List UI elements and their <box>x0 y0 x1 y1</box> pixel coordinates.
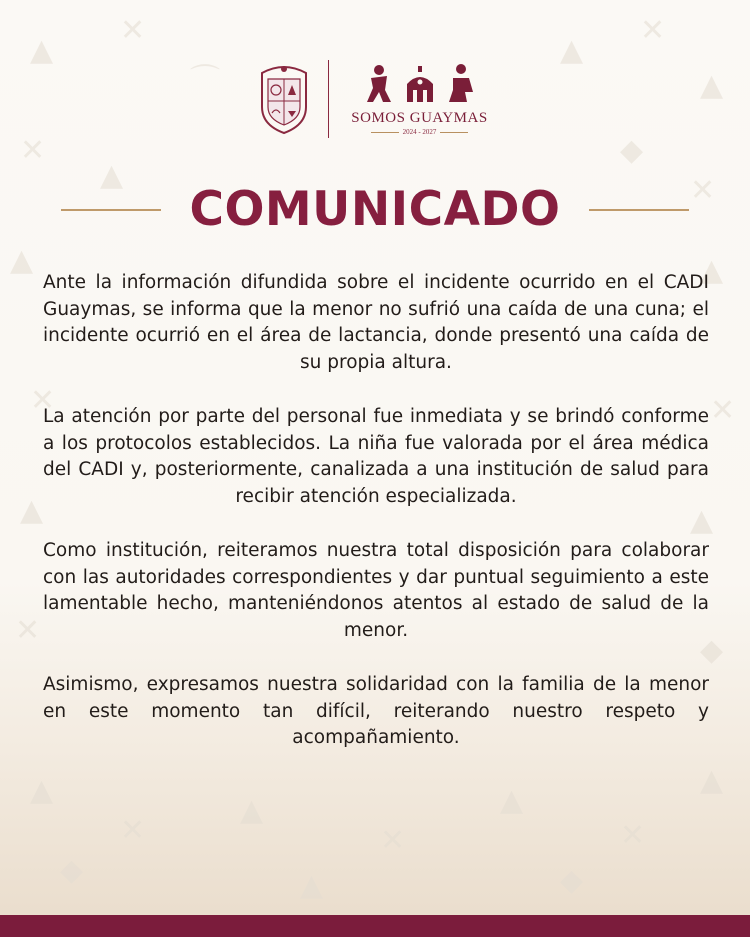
svg-text:▲: ▲ <box>300 868 324 903</box>
svg-text:✕: ✕ <box>620 818 646 853</box>
title-rule-left <box>61 209 161 211</box>
svg-text:✕: ✕ <box>120 813 146 848</box>
statement-body <box>43 270 709 780</box>
svg-text:✕: ✕ <box>30 383 56 418</box>
paragraph-2: La atención por parte del personal fue inmediata y se brindó conforme a los protocolos establecidos. La niña fue valorada por el área médica del CADI y, posteriormente, canalizada a una institución de salud para recibir atención especializada. <box>43 406 709 507</box>
brand-years: 2024 - 2027 <box>402 128 437 136</box>
svg-text:✕: ✕ <box>380 823 406 858</box>
brand-years-row <box>371 128 469 136</box>
svg-text:▲: ▲ <box>560 33 584 68</box>
title-row <box>0 180 750 240</box>
svg-text:⌒: ⌒ <box>190 63 220 98</box>
svg-text:▲: ▲ <box>10 243 34 278</box>
svg-text:▲: ▲ <box>700 763 724 798</box>
page-title: COMUNICADO <box>189 182 561 237</box>
title-rule-right <box>589 209 689 211</box>
svg-text:✕: ✕ <box>15 613 41 648</box>
svg-text:✕: ✕ <box>690 173 716 208</box>
svg-text:◆: ◆ <box>620 133 644 168</box>
municipal-crest-icon <box>256 63 312 135</box>
svg-text:▲: ▲ <box>100 158 124 193</box>
svg-text:▲: ▲ <box>30 773 54 808</box>
svg-text:✕: ✕ <box>710 393 736 428</box>
svg-text:◆: ◆ <box>560 863 584 898</box>
svg-text:◆: ◆ <box>700 633 724 668</box>
header-logos <box>0 56 750 142</box>
somos-guaymas-figures-icon <box>361 62 479 106</box>
svg-text:▲: ▲ <box>690 503 714 538</box>
svg-text:◆: ◆ <box>60 853 84 888</box>
bottom-bar <box>0 915 750 937</box>
svg-text:✕: ✕ <box>120 13 146 48</box>
paragraph-4: Asimismo, expresamos nuestra solidaridad con la familia de la menor en este momento tan difícil, reiterando nuestro respeto y acompañamiento. <box>43 674 709 748</box>
svg-text:▲: ▲ <box>30 33 54 68</box>
svg-text:✕: ✕ <box>640 13 666 48</box>
svg-text:▲: ▲ <box>240 793 264 828</box>
brand-name: SOMOS GUAYMAS <box>351 110 488 126</box>
svg-text:▲: ▲ <box>700 68 724 103</box>
svg-text:▲: ▲ <box>700 253 724 288</box>
somos-guaymas-logo <box>345 62 495 136</box>
paragraph-1: Ante la información difundida sobre el incidente ocurrido en el CADI Guaymas, se informa que la menor no sufrió una caída de una cuna; el incidente ocurrió en el área de lactancia, donde presentó una caída de su propia altura. <box>43 272 709 373</box>
header-divider <box>328 60 329 138</box>
svg-text:✕: ✕ <box>20 133 46 168</box>
svg-text:▲: ▲ <box>20 493 44 528</box>
paragraph-3: Como institución, reiteramos nuestra total disposición para colaborar con las autoridades correspondientes y dar puntual seguimiento a este lamentable hecho, manteniéndonos atentos al estado de salud de la menor. <box>43 540 709 641</box>
svg-text:▲: ▲ <box>500 783 524 818</box>
